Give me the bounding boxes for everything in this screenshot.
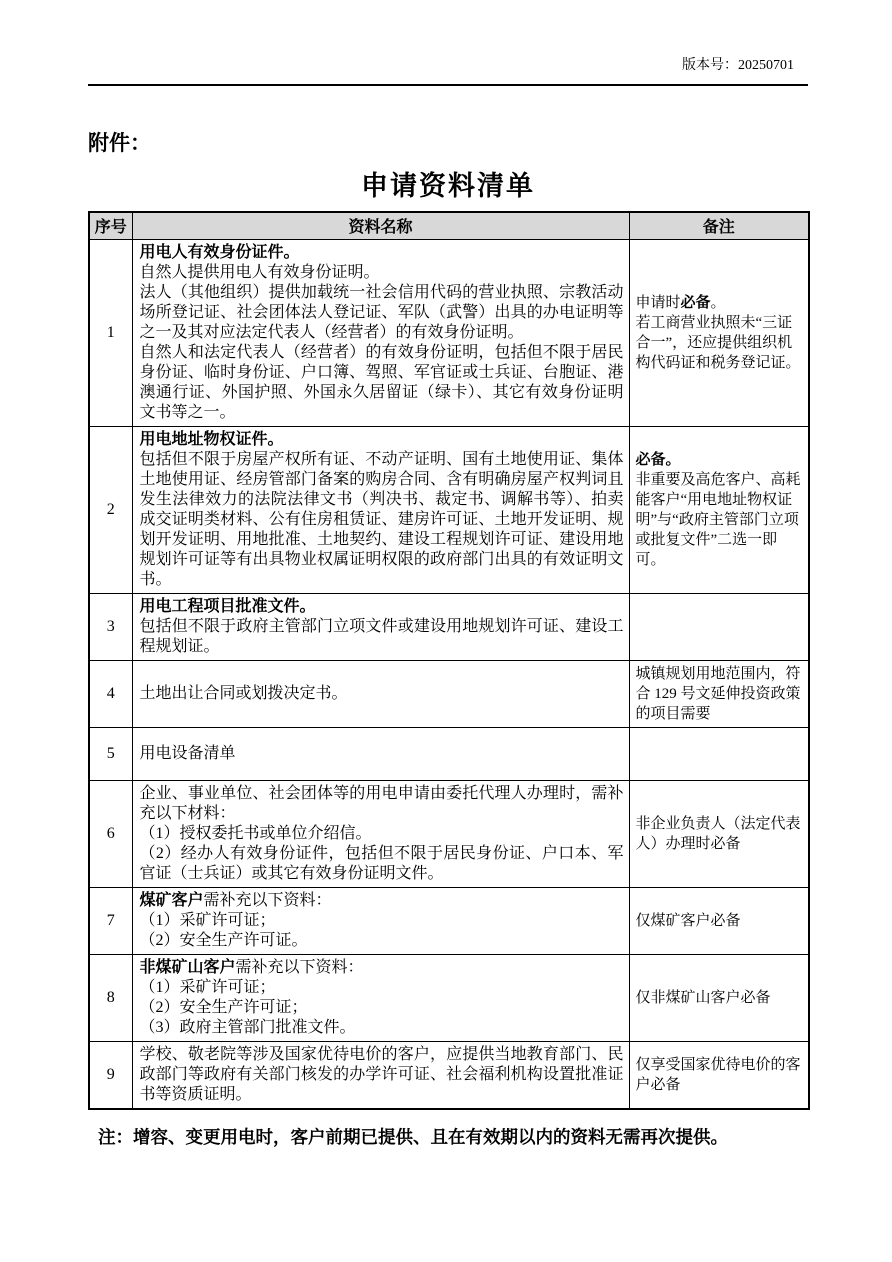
column-header-material-name: 资料名称 xyxy=(132,212,629,239)
column-header-number: 序号 xyxy=(89,212,132,239)
remark-cell: 必备。 非重要及高危客户、高耗能客户“用电地址物权证明”与“政府主管部门立项或批复文件”二选一即可。 xyxy=(629,426,809,593)
material-name-cell: 非煤矿山客户需补充以下资料： （1）采矿许可证； （2）安全生产许可证； （3）政府主管部门批准文件。 xyxy=(132,954,629,1041)
table-header-row xyxy=(89,212,809,239)
table-row xyxy=(89,239,809,426)
row-number: 4 xyxy=(89,660,132,727)
table-row xyxy=(89,887,809,954)
row-number: 3 xyxy=(89,593,132,660)
material-name-cell: 学校、敬老院等涉及国家优待电价的客户，应提供当地教育部门、民政部门等政府有关部门核发的办学许可证、社会福利机构设置批准证书等资质证明。 xyxy=(132,1041,629,1109)
row-number: 7 xyxy=(89,887,132,954)
remark-cell xyxy=(629,727,809,780)
row-number: 5 xyxy=(89,727,132,780)
remark-cell: 城镇规划用地范围内，符合 129 号文延伸投资政策的项目需要 xyxy=(629,660,809,727)
table-row xyxy=(89,954,809,1041)
material-name-cell: 企业、事业单位、社会团体等的用电申请由委托代理人办理时，需补充以下材料： （1）授权委托书或单位介绍信。 （2）经办人有效身份证件，包括但不限于居民身份证、户口本、军官证（士兵证）或其它有效身份证明文件。 xyxy=(132,780,629,887)
column-header-remark: 备注 xyxy=(629,212,809,239)
material-name-cell: 用电人有效身份证件。 自然人提供用电人有效身份证明。 法人（其他组织）提供加载统一社会信用代码的营业执照、宗教活动场所登记证、社会团体法人登记证、军队（武警）出具的办电证明等之一及其对应法定代表人（经营者）的有效身份证明。 自然人和法定代表人（经营者）的有效身份证明，包括但不限于居民身份证、临时身份证、户口簿、驾照、军官证或士兵证、台胞证、港澳通行证、外国护照、外国永久居留证（绿卡）、其它有效身份证明文书等之一。 xyxy=(132,239,629,426)
row-number: 6 xyxy=(89,780,132,887)
table-row xyxy=(89,426,809,593)
table-row xyxy=(89,660,809,727)
table-row xyxy=(89,1041,809,1109)
remark-cell: 仅非煤矿山客户必备 xyxy=(629,954,809,1041)
materials-table xyxy=(88,211,810,1110)
remark-cell: 仅煤矿客户必备 xyxy=(629,887,809,954)
table-row xyxy=(89,780,809,887)
version-number: 版本号：20250701 xyxy=(682,58,794,73)
row-number: 2 xyxy=(89,426,132,593)
table-row xyxy=(89,593,809,660)
footer-note: 注：增容、变更用电时，客户前期已提供、且在有效期以内的资料无需再次提供。 xyxy=(98,1126,728,1147)
page-title: 申请资料清单 xyxy=(361,171,535,201)
row-number: 1 xyxy=(89,239,132,426)
materials-table-body xyxy=(89,239,809,1109)
remark-cell xyxy=(629,593,809,660)
row-number: 9 xyxy=(89,1041,132,1109)
material-name-cell: 用电地址物权证件。 包括但不限于房屋产权所有证、不动产证明、国有土地使用证、集体土地使用证、经房管部门备案的购房合同、含有明确房屋产权判词且发生法律效力的法院法律文书（判决书、裁定书、调解书等）、拍卖成交证明类材料、公有住房租赁证、建房许可证、土地开发证明、规划开发证明、用地批准、土地契约、建设工程规划许可证、建设用地规划许可证等有出具物业权属证明权限的政府部门出具的有效证明文书。 xyxy=(132,426,629,593)
attachment-label: 附件： xyxy=(88,132,151,155)
header-rule xyxy=(88,84,808,86)
table-row xyxy=(89,727,809,780)
remark-cell: 申请时必备。 若工商营业执照未“三证合一”，还应提供组织机构代码证和税务登记证。 xyxy=(629,239,809,426)
material-name-cell: 土地出让合同或划拨决定书。 xyxy=(132,660,629,727)
material-name-cell: 用电设备清单 xyxy=(132,727,629,780)
material-name-cell: 用电工程项目批准文件。 包括但不限于政府主管部门立项文件或建设用地规划许可证、建设工程规划证。 xyxy=(132,593,629,660)
remark-cell: 仅享受国家优待电价的客户必备 xyxy=(629,1041,809,1109)
remark-cell: 非企业负责人（法定代表人）办理时必备 xyxy=(629,780,809,887)
material-name-cell: 煤矿客户需补充以下资料： （1）采矿许可证； （2）安全生产许可证。 xyxy=(132,887,629,954)
row-number: 8 xyxy=(89,954,132,1041)
